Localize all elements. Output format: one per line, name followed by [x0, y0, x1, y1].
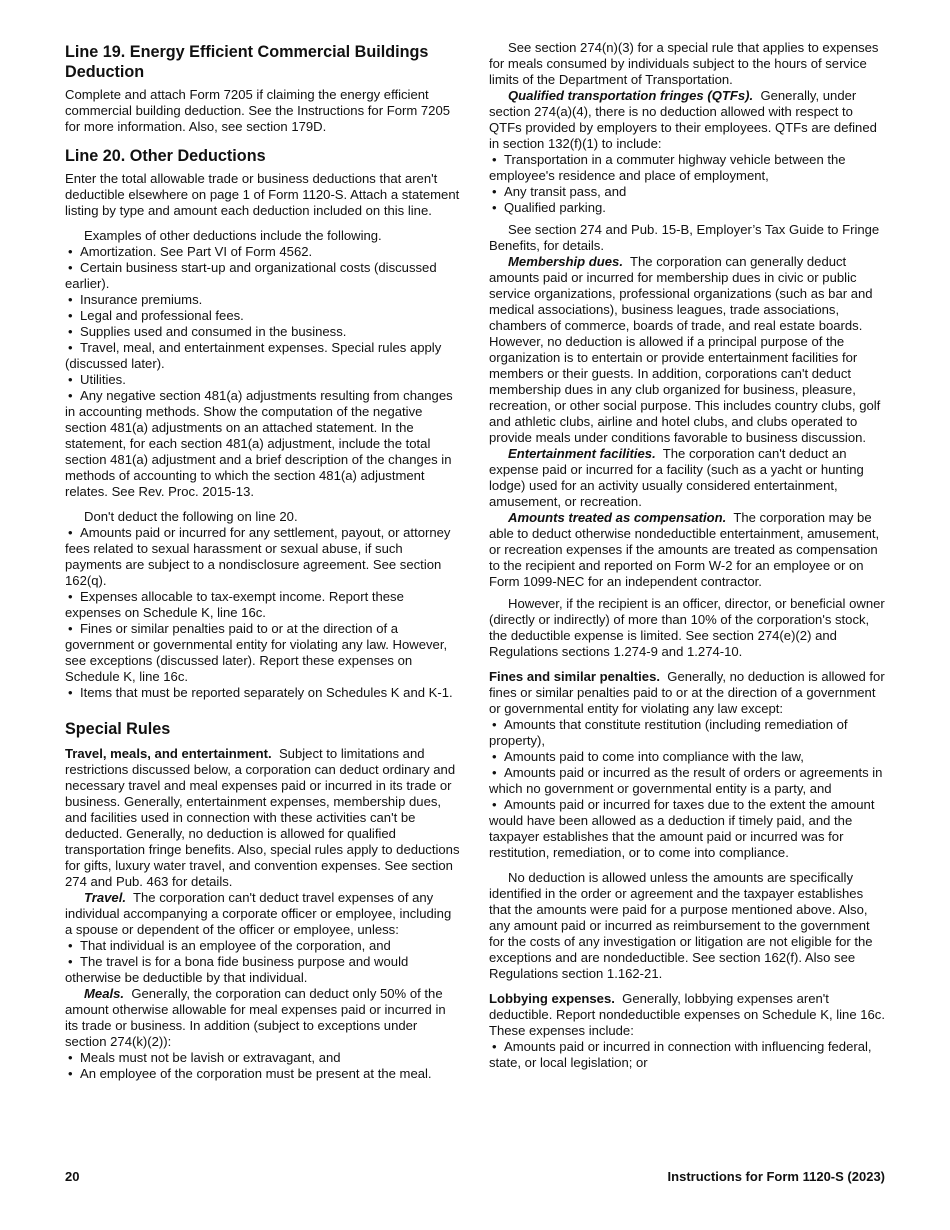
- entertainment-paragraph: [489, 446, 885, 510]
- fines-paragraph: [489, 669, 885, 717]
- compensation-heading: Amounts treated as compensation.: [508, 510, 727, 525]
- entertainment-text: The corporation can't deduct an expense paid or incurred for a facility (such as a yacht or hunting lodge) used for an activity usually considered entertainment, amusement, or recreation.: [489, 446, 864, 509]
- list-item: • That individual is an employee of the corporation, and: [65, 938, 461, 954]
- fines-text: Generally, no deduction is allowed for fines or similar penalties paid to or at the direction of a government or governmental entity for violating any law except:: [489, 669, 885, 716]
- officer-paragraph: However, if the recipient is an officer, director, or beneficial owner (directly or indirectly) of more than 10% of the corporation's stock, the deductible expense is limited. See section 274(e)(2) and Regulations sections 1.274-9 and 1.274-10.: [489, 596, 885, 659]
- list-item: • Legal and professional fees.: [65, 308, 461, 324]
- list-item: • Qualified parking.: [489, 200, 885, 216]
- lobbying-heading: Lobbying expenses.: [489, 991, 615, 1006]
- line19-text: Complete and attach Form 7205 if claiming the energy efficient commercial building deduction. See the Instructions for Form 7205 for more information. Also, see section 179D.: [65, 87, 451, 134]
- list-item: • An employee of the corporation must be present at the meal.: [65, 1066, 461, 1082]
- entertainment-heading: Entertainment facilities.: [508, 446, 656, 461]
- list-item: • Amounts paid or incurred in connection with influencing federal, state, or local legislation; or: [489, 1039, 885, 1071]
- travel-meals-heading: Travel, meals, and entertainment.: [65, 746, 272, 761]
- list-item: • Supplies used and consumed in the business.: [65, 324, 461, 340]
- list-item: • Amounts paid or incurred for taxes due to the extent the amount would have been allowed as a deduction if timely paid, and the taxpayer establishes that the amount paid or incurred was for restitution, remediation, or to come into compliance.: [489, 797, 885, 861]
- line20-heading: Line 20. Other Deductions: [65, 147, 266, 165]
- lobbying-text: Generally, lobbying expenses aren't deductible. Report nondeductible expenses on Schedule K, line 16c. These expenses include:: [489, 991, 885, 1038]
- examples-intro: Examples of other deductions include the following.: [84, 228, 382, 243]
- list-item: • Items that must be reported separately on Schedules K and K-1.: [65, 685, 461, 701]
- list-item: • Fines or similar penalties paid to or at the direction of a government or governmental entity for violating any law. However, see exceptions (discussed later). Report these expenses on Schedule K, line 16c.: [65, 621, 461, 685]
- list-item: • Amounts paid or incurred for any settlement, payout, or attorney fees related to sexual harassment or sexual abuse, if such payments are subject to a nondisclosure agreement. See section 162(q).: [65, 525, 461, 589]
- meals-paragraph: [65, 986, 461, 1050]
- travel-meals-text: Subject to limitations and restrictions discussed below, a corporation can deduct ordinary and necessary travel and meal expenses paid or incurred in its trade or business. Generally, entertainment expenses, membership dues, and facilities used in connection with these activities can't be deducted. Generally, no deduction is allowed for qualified transportation fringe benefits. Also, special rules apply to deductions for gifts, luxury water travel, and convention expenses. See section 274 and Pub. 463 for details.: [65, 746, 460, 889]
- list-item: • Travel, meal, and entertainment expenses. Special rules apply (discussed later).: [65, 340, 461, 372]
- meals-heading: Meals.: [84, 986, 125, 1001]
- compensation-paragraph: [489, 510, 885, 590]
- list-item: • Any transit pass, and: [489, 184, 885, 200]
- qtf-paragraph: [489, 88, 885, 152]
- list-item: • Amortization. See Part VI of Form 4562.: [65, 244, 461, 260]
- dont-intro: Don't deduct the following on line 20.: [84, 509, 298, 524]
- travel-paragraph: [65, 890, 461, 938]
- list-item: • Any negative section 481(a) adjustments resulting from changes in accounting methods. Show the computation of the negative section 481(a) adjustments on an attached statement. In the statement, for each section 481(a) adjustment, include the total section 481(a) adjustment and a brief description of the changes in methods of accounting to which the section 481(a) adjustment relates. See Rev. Proc. 2015-13.: [65, 388, 461, 500]
- page-number: 20: [65, 1169, 80, 1184]
- list-item: • Certain business start-up and organizational costs (discussed earlier).: [65, 260, 461, 292]
- list-item: • Transportation in a commuter highway vehicle between the employee's residence and place of employment,: [489, 152, 885, 184]
- list-item: • Meals must not be lavish or extravagant, and: [65, 1050, 461, 1066]
- special-rules-heading: Special Rules: [65, 720, 171, 738]
- left-column: [65, 40, 461, 1082]
- travel-heading: Travel.: [84, 890, 126, 905]
- travel-meals-paragraph: [65, 746, 461, 890]
- pub15b-paragraph: See section 274 and Pub. 15-B, Employer’s Tax Guide to Fringe Benefits, for details.: [489, 222, 880, 253]
- no-deduction-paragraph: No deduction is allowed unless the amounts are specifically identified in the order or agreement and the taxpayer establishes that the amounts were paid for a purpose mentioned above. Also, any amount paid or incurred as reimbursement to the government for the costs of any investigation or litigation are not eligible for the exceptions and are nondeductible. See section 162(f). Also see Regulations section 1.162-21.: [489, 870, 873, 981]
- travel-text: The corporation can't deduct travel expenses of any individual accompanying a corporate officer or employee, including a spouse or dependent of the officer or employee, unless:: [65, 890, 452, 937]
- lobbying-paragraph: [489, 991, 885, 1039]
- dues-heading: Membership dues.: [508, 254, 623, 269]
- list-item: • Insurance premiums.: [65, 292, 461, 308]
- list-item: • The travel is for a bona fide business purpose and would otherwise be deductible by that individual.: [65, 954, 461, 986]
- meals-dot-paragraph: See section 274(n)(3) for a special rule that applies to expenses for meals consumed by individuals subject to the hours of service limits of the Department of Transportation.: [489, 40, 879, 87]
- compensation-text: The corporation may be able to deduct otherwise nondeductible entertainment, amusement, or recreation expenses if the amounts are treated as compensation to the recipient and reported on Form W-2 for an employee or on Form 1099-NEC for an independent contractor.: [489, 510, 880, 589]
- list-item: • Expenses allocable to tax-exempt income. Report these expenses on Schedule K, line 16c.: [65, 589, 461, 621]
- fines-heading: Fines and similar penalties.: [489, 669, 661, 684]
- list-item: • Amounts paid to come into compliance with the law,: [489, 749, 885, 765]
- line20-text: Enter the total allowable trade or business deductions that aren't deductible elsewhere on page 1 of Form 1120-S. Attach a statement listing by type and amount each deduction included on this line.: [65, 171, 460, 218]
- dues-text: The corporation can generally deduct amounts paid or incurred for membership dues in civic or public service organizations, professional organizations (such as bar and medical associations), business leagues, trade associations, chambers of commerce, boards of trade, and real estate boards. However, no deduction is allowed if a principal purpose of the organization is to entertain or provide entertainment facilities for members or their guests. In addition, corporations can't deduct membership dues in any club organized for business, pleasure, recreation, or other social purpose. This includes country clubs, golf and athletic clubs, airline and hotel clubs, and clubs operated to provide meals under conditions favorable to business discussion.: [489, 254, 881, 445]
- document-title: Instructions for Form 1120-S (2023): [667, 1169, 885, 1184]
- list-item: • Amounts paid or incurred as the result of orders or agreements in which no government or governmental entity is a party, and: [489, 765, 885, 797]
- qtf-heading: Qualified transportation fringes (QTFs).: [508, 88, 754, 103]
- qtf-text: Generally, under section 274(a)(4), there is no deduction allowed with respect to QTFs provided by employers to their employees. QTFs are defined in section 132(f)(1) to include:: [489, 88, 877, 151]
- meals-text: Generally, the corporation can deduct only 50% of the amount otherwise allowable for meal expenses paid or incurred in its trade or business. In addition (subject to exceptions under section 274(k)(2)):: [65, 986, 446, 1049]
- list-item: • Utilities.: [65, 372, 461, 388]
- list-item: • Amounts that constitute restitution (including remediation of property),: [489, 717, 885, 749]
- right-column: [489, 40, 885, 1071]
- line19-heading: Line 19. Energy Efficient Commercial Buildings Deduction: [65, 43, 429, 81]
- dues-paragraph: [489, 254, 885, 446]
